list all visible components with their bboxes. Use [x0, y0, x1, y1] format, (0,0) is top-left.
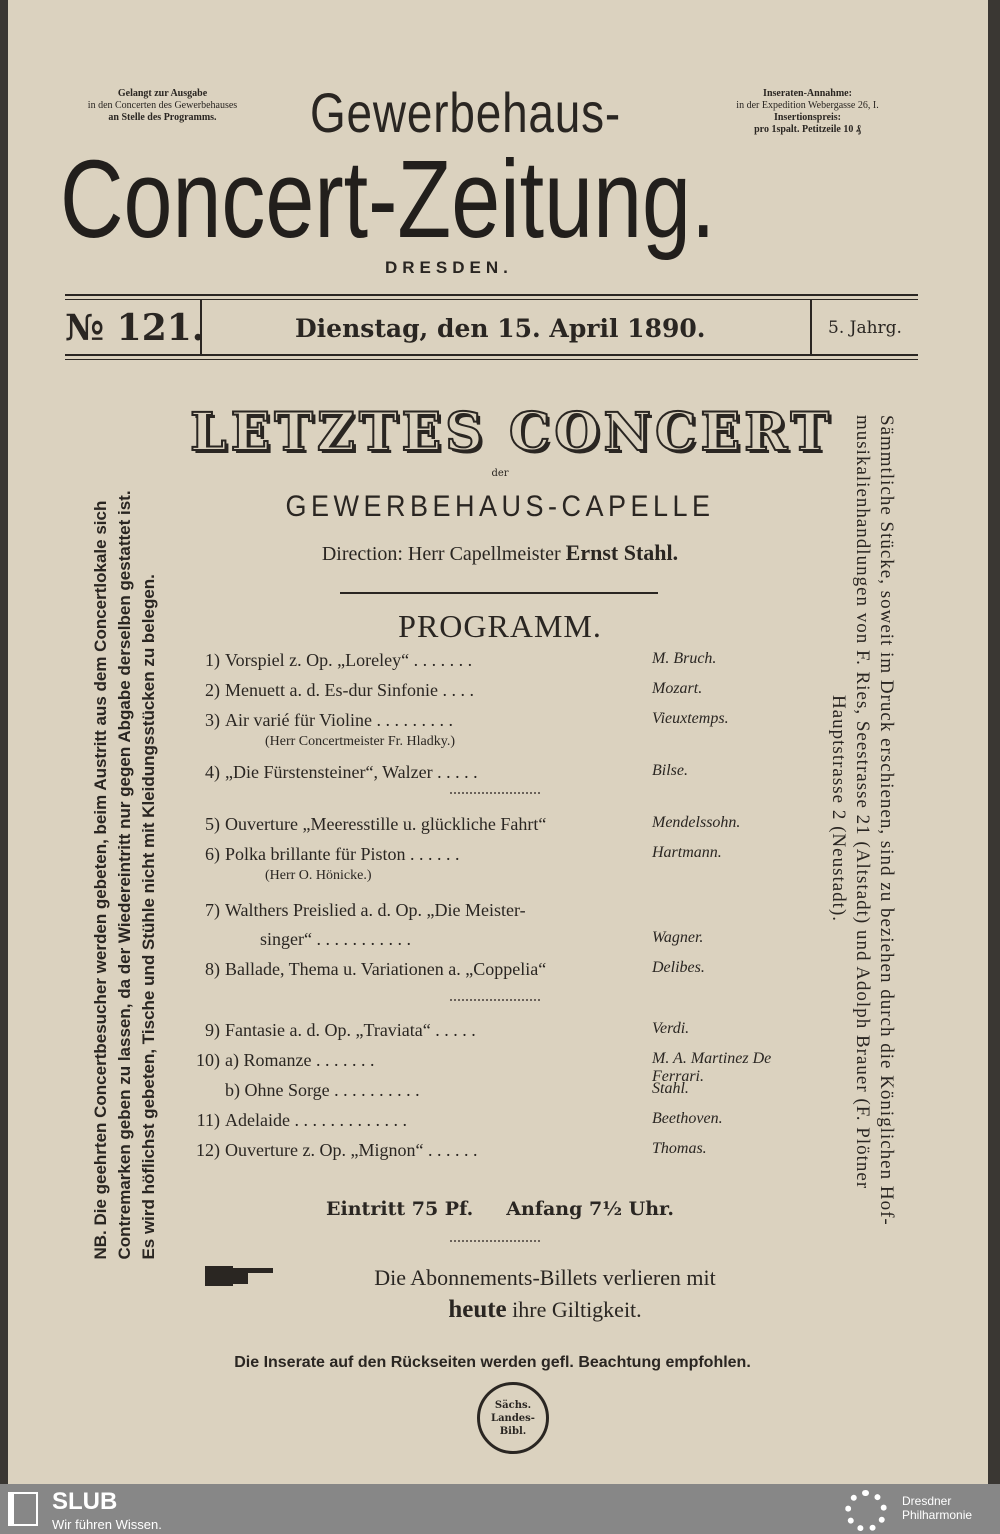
slub-logo-icon [8, 1492, 38, 1526]
divider [810, 300, 812, 356]
item-composer: Hartmann. [652, 844, 722, 861]
item-number: 6) [205, 844, 220, 864]
margin-line: Hauptstrasse 2 (Neustadt). [828, 695, 849, 923]
item-composer: M. A. Martinez De Ferrari. [652, 1050, 772, 1085]
program-item [180, 762, 810, 790]
item-composer: Delibes. [652, 959, 705, 976]
item-title: „Die Fürstensteiner“, Walzer . . . . . [225, 762, 478, 782]
item-composer: Beethoven. [652, 1110, 723, 1127]
item-number: 4) [205, 762, 220, 782]
item-composer: M. Bruch. [652, 650, 717, 667]
item-composer: Mozart. [652, 680, 703, 697]
slogan: Wir führen Wissen. [52, 1517, 162, 1532]
margin-line: Sämmtliche Stücke, soweit im Druck erschienen, sind zu beziehen durch die Königlichen Hof- [876, 415, 897, 1226]
program-item [180, 710, 810, 749]
item-soloist: (Herr O. Hönicke.) [265, 868, 372, 883]
item-composer: Mendelssohn. [652, 814, 741, 831]
item-number: 7) [205, 900, 220, 920]
divider [65, 299, 918, 300]
issue-date: Dienstag, den 15. April 1890. [295, 313, 706, 343]
item-title: b) Ohne Sorge . . . . . . . . . . [225, 1080, 420, 1100]
program-item [180, 1080, 810, 1108]
stamp-line: Landes- [491, 1412, 535, 1424]
advert-note [710, 88, 905, 136]
partner-line: Philharmonie [902, 1508, 973, 1522]
direction-label: Direction: Herr Capellmeister [321, 543, 561, 565]
philharmonie-logo-icon [845, 1490, 887, 1532]
program-item [180, 959, 810, 987]
item-number: 3) [205, 710, 220, 730]
item-title: Adelaide . . . . . . . . . . . . . [225, 1110, 407, 1130]
note-line: Gelangt zur Ausgabe [117, 88, 208, 99]
notice-bold: heute [448, 1296, 507, 1323]
item-title: a) Romanze . . . . . . . [225, 1050, 375, 1070]
stamp-line: Sächs. [494, 1399, 532, 1411]
distribution-note [75, 88, 250, 124]
program-item [180, 844, 810, 883]
divider [65, 294, 918, 296]
item-number: 11) [196, 1110, 220, 1130]
notice-line: ihre Giltigkeit. [512, 1297, 642, 1322]
program-item [180, 1050, 810, 1085]
notice-line: Die Abonnements-Billets verlieren mit [374, 1265, 716, 1290]
program-item [180, 1110, 810, 1138]
item-title: Polka brillante für Piston . . . . . . [225, 844, 460, 864]
der-text: der [491, 468, 509, 479]
masthead-title: Concert-Zeitung. [60, 138, 716, 261]
margin-line: musikalienhandlungen von F. Ries, Seestrasse 21 (Altstadt) und Adolph Brauer (F. Plötner [852, 415, 873, 1190]
program-item [180, 1140, 810, 1168]
entry-price: Eintritt 75 Pf. [326, 1198, 474, 1220]
conductor-name: Ernst Stahl. [565, 540, 679, 565]
left-margin-notice [89, 490, 161, 1259]
city: DRESDEN. [385, 258, 513, 277]
partner-logo [902, 1494, 972, 1522]
ornament [450, 995, 540, 1001]
program-item [180, 900, 810, 949]
item-composer: Stahl. [652, 1080, 689, 1097]
item-number: 8) [205, 959, 220, 979]
start-time: Anfang 7½ Uhr. [506, 1198, 674, 1220]
footer-bar [0, 1484, 1000, 1534]
item-number: 5) [205, 814, 220, 834]
item-title: Fantasie a. d. Op. „Traviata“ . . . . . [225, 1020, 476, 1040]
note-line: Insertionspreis: [773, 112, 842, 123]
item-title: Vorspiel z. Op. „Loreley“ . . . . . . . [225, 650, 473, 670]
item-composer: Verdi. [652, 1020, 690, 1037]
item-composer: Vieuxtemps. [652, 710, 729, 727]
divider [65, 354, 918, 356]
advert-recommendation: Die Inserate auf den Rückseiten werden gefl. Beachtung empfohlen. [234, 1354, 751, 1371]
margin-line: Contremarken geben zu lassen, da der Wiedereintritt nur gegen Abgabe derselben gestattet ist. [115, 490, 134, 1260]
program-item [180, 650, 810, 678]
stamp-line: Bibl. [499, 1425, 527, 1437]
item-title: Air varié für Violine . . . . . . . . . [225, 710, 454, 730]
item-soloist: (Herr Concertmeister Fr. Hladky.) [265, 734, 455, 749]
masthead-top: Gewerbehaus- [310, 81, 622, 144]
margin-line: Es wird höflichst gebeten, Tische und Stühle nicht mit Kleidungsstücken zu belegen. [139, 574, 158, 1260]
divider [340, 592, 658, 594]
abonnement-notice [300, 1262, 790, 1326]
programm-heading: PROGRAMM. [398, 608, 602, 644]
program-item [180, 1020, 810, 1048]
divider [65, 359, 918, 360]
library-stamp [477, 1382, 549, 1454]
program-item [180, 680, 810, 708]
orchestra-name: GEWERBEHAUS-CAPELLE [285, 490, 715, 523]
item-title: Ouverture „Meeresstille u. glückliche Fahrt“ [225, 814, 547, 834]
program-list [180, 650, 810, 1170]
volume-year: 5. Jahrg. [828, 318, 902, 338]
program-item [180, 814, 810, 842]
item-title: Walthers Preislied a. d. Op. „Die Meister- [225, 900, 526, 920]
item-composer: Bilse. [652, 762, 688, 779]
item-number: 1) [205, 650, 220, 670]
ornament [450, 788, 540, 794]
headline: LETZTES CONCERT [190, 402, 834, 463]
item-number: 9) [205, 1020, 220, 1040]
item-composer: Thomas. [652, 1140, 707, 1157]
note-line: pro 1spalt. Petitzeile 10 ₰ [754, 124, 861, 135]
item-title: Ballade, Thema u. Variationen a. „Coppelia“ [225, 959, 547, 979]
item-title-cont: singer“ . . . . . . . . . . . [260, 929, 411, 949]
pointing-hand-icon [203, 1262, 275, 1290]
item-composer: Wagner. [652, 929, 704, 946]
issue-number: № 121. [65, 307, 205, 349]
note-line: Inseraten-Annahme: [763, 88, 852, 99]
item-title: Ouverture z. Op. „Mignon“ . . . . . . [225, 1140, 478, 1160]
margin-line: NB. Die geehrten Concertbesucher werden gebeten, beim Austritt aus dem Concertlokale sich [91, 500, 110, 1260]
item-number: 10) [196, 1050, 220, 1070]
ornament [450, 1236, 540, 1242]
slub-logo: SLUB [52, 1488, 118, 1515]
note-line: an Stelle des Programms. [108, 112, 217, 123]
note-line: in der Expedition Webergasse 26, I. [736, 100, 879, 111]
note-line: in den Concerten des Gewerbehauses [87, 100, 238, 111]
item-number: 12) [196, 1140, 220, 1160]
partner-line: Dresdner [902, 1494, 952, 1508]
item-number: 2) [205, 680, 220, 700]
right-margin-notice [826, 415, 898, 1345]
item-title: Menuett a. d. Es-dur Sinfonie . . . . [225, 680, 474, 700]
